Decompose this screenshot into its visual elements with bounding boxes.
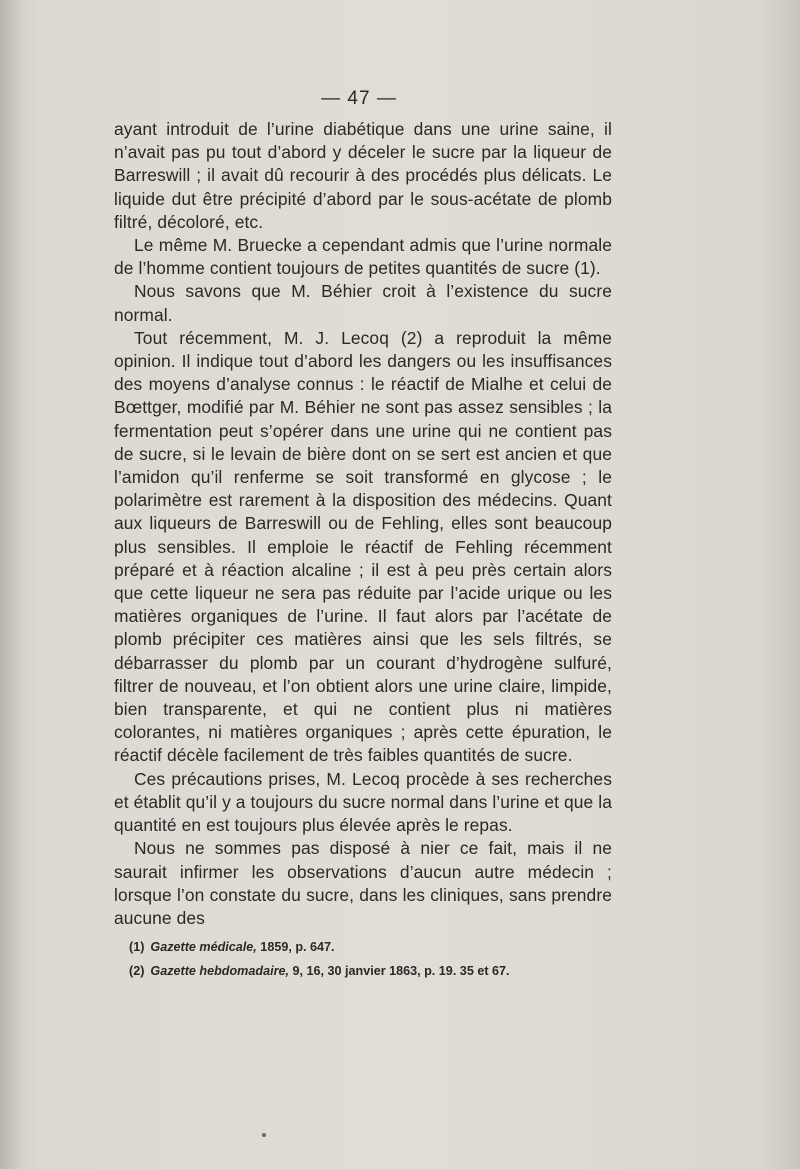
body-text bbox=[114, 118, 612, 930]
footnote-number: (1) bbox=[129, 940, 145, 954]
paragraph-5: Ces précautions prises, M. Lecoq procède à ses recherches et établit qu’il y a toujours du sucre normal dans l’urine et que la quantité en est toujours plus élevée après le repas. bbox=[114, 768, 612, 836]
footnote-1 bbox=[129, 935, 609, 959]
paragraph-2: Le même M. Bruecke a cependant admis que l’urine normale de l’homme contient toujours de petites quantités de sucre (1). bbox=[114, 235, 612, 279]
footnote-reference: 1859, p. 647. bbox=[256, 940, 335, 954]
footnote-number: (2) bbox=[129, 964, 145, 978]
paragraph-1: ayant introduit de l’urine diabétique dans une urine saine, il n’avait pas pu tout d’abord y déceler le sucre par la liqueur de Barreswill ; il avait dû recourir à des procédés plus délicats. Le liquide dut être précipité d’abord par le sous-acétate de plomb filtré, décoloré, etc. bbox=[114, 119, 612, 232]
paragraph-4: Tout récemment, M. J. Lecoq (2) a reproduit la même opinion. Il indique tout d’abord les dangers ou les insuffisances des moyens d’analyse connus : le réactif de Mialhe et celui de Bœttger, modifié par M. Béhier ne sont pas assez sensibles ; la fermentation peut s’opérer dans une urine qui ne contient pas de sucre, si le levain de bière dont on se sert est ancien et que l’amidon qu’il renferme se soit transformé en glycose ; le polarimètre est rarement à la disposition des médecins. Quant aux liqueurs de Barreswill ou de Fehling, elles sont beaucoup plus sensibles. Il emploie le réactif de Fehling récemment préparé et à réaction alcaline ; il est à peu près certain alors que cette liqueur ne sera pas réduite par l’acide urique ou les matières organiques de l’urine. Il faut alors par l’acétate de plomb précipiter ces matières ainsi que les sels filtrés, se débarrasser du plomb par un courant d’hydrogène sulfuré, filtrer de nouveau, et l’on obtient alors une urine claire, limpide, bien transparente, et qui ne contient plus ni matières colorantes, ni matières organiques ; après cette épuration, le réactif décèle facilement de très faibles quantités de sucre. bbox=[114, 327, 612, 766]
page-number: — 47 — bbox=[321, 88, 397, 109]
footnote-reference: 9, 16, 30 janvier 1863, p. 19. 35 et 67. bbox=[288, 964, 510, 978]
footnote-2 bbox=[129, 959, 609, 983]
footnote-journal: Gazette médicale, bbox=[150, 940, 257, 954]
footnote-journal: Gazette hebdomadaire, bbox=[150, 964, 289, 978]
gutter-shadow bbox=[0, 0, 22, 1169]
paragraph-6: Nous ne sommes pas disposé à nier ce fait, mais il ne saurait infirmer les observations d’aucun autre médecin ; lorsque l’on constate du sucre, dans les cliniques, sans prendre aucune des bbox=[114, 838, 612, 928]
paragraph-3: Nous savons que M. Béhier croit à l’existence du sucre normal. bbox=[114, 281, 612, 325]
footnotes bbox=[129, 935, 609, 983]
paper-speck bbox=[262, 1133, 266, 1137]
